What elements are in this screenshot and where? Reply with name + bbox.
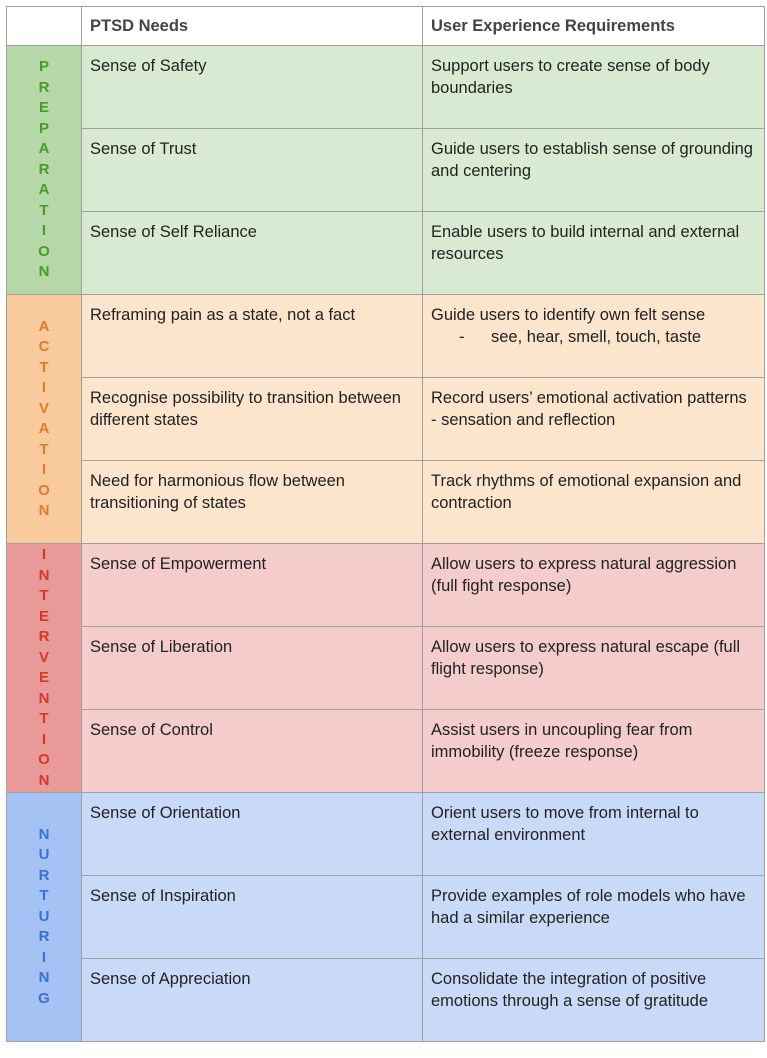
- ux-requirement-text: Guide users to establish sense of grounding and centering: [431, 140, 753, 180]
- phase-letter: T: [39, 587, 49, 604]
- ptsd-need-cell: [82, 295, 423, 378]
- table-row: [7, 46, 765, 129]
- phase-letter: T: [39, 440, 49, 458]
- phase-letter: O: [38, 481, 50, 499]
- ptsd-need-cell: [82, 876, 423, 959]
- phase-letter: C: [38, 338, 50, 355]
- ptsd-need-text: Sense of Inspiration: [90, 887, 236, 905]
- ux-requirement-cell: [423, 129, 765, 212]
- ptsd-need-text: Sense of Self Reliance: [90, 223, 257, 241]
- phase-letter: R: [38, 928, 50, 946]
- phase-letter: T: [39, 887, 49, 905]
- ptsd-need-text: Sense of Appreciation: [90, 970, 251, 988]
- ptsd-need-cell: [82, 627, 423, 710]
- phase-letter: U: [38, 846, 50, 864]
- ux-requirement-cell: [423, 793, 765, 876]
- ux-requirement-text: Orient users to move from internal to external environment: [431, 804, 699, 844]
- ux-requirement-text: Track rhythms of emotional expansion and contraction: [431, 472, 742, 512]
- list-dash: -: [459, 328, 465, 346]
- table-row: [7, 129, 765, 212]
- header-ptsd-needs: PTSD Needs: [82, 7, 423, 46]
- phase-label: [7, 545, 81, 791]
- ux-requirement-text: Consolidate the integration of positive emotions through a sense of gratitude: [431, 970, 709, 1010]
- phase-letter: R: [38, 628, 50, 645]
- phase-letter: P: [38, 58, 49, 76]
- phase-letter: N: [38, 825, 50, 843]
- phase-label-cell: [7, 544, 82, 793]
- phase-letter: A: [38, 181, 50, 199]
- ux-requirement-cell: [423, 959, 765, 1042]
- ptsd-need-text: Sense of Trust: [90, 140, 197, 158]
- phase-letter: R: [38, 866, 50, 884]
- phase-letter: V: [38, 648, 49, 666]
- ptsd-need-cell: [82, 129, 423, 212]
- phase-letter: P: [38, 119, 49, 137]
- ptsd-need-text: Reframing pain as a state, not a fact: [90, 306, 356, 324]
- ux-requirement-subitem: [431, 326, 756, 348]
- phase-letter: N: [38, 771, 50, 789]
- phase-letter: I: [41, 730, 47, 748]
- phase-letter: I: [41, 461, 47, 478]
- phase-letter: I: [41, 379, 47, 396]
- ptsd-need-cell: [82, 46, 423, 129]
- ptsd-need-cell: [82, 959, 423, 1042]
- phase-letter: O: [38, 242, 50, 260]
- phase-letter: A: [38, 140, 50, 158]
- ux-requirement-text: Provide examples of role models who have had a similar experience: [431, 887, 746, 927]
- phase-letter: A: [38, 317, 50, 335]
- ux-requirement-cell: [423, 378, 765, 461]
- ptsd-need-cell: [82, 793, 423, 876]
- header-corner-cell: [7, 7, 82, 46]
- phase-letter: G: [38, 989, 50, 1007]
- table-header-row: [7, 7, 765, 46]
- table-row: [7, 544, 765, 627]
- table-row: [7, 710, 765, 793]
- ptsd-need-cell: [82, 212, 423, 295]
- phase-letter: U: [38, 907, 50, 925]
- ux-requirement-text: Record users’ emotional activation patterns - sensation and reflection: [431, 389, 747, 429]
- ptsd-need-text: Sense of Orientation: [90, 804, 241, 822]
- ptsd-need-cell: [82, 378, 423, 461]
- table-row: [7, 959, 765, 1042]
- ux-requirement-text: Assist users in uncoupling fear from immobility (freeze response): [431, 721, 693, 761]
- ux-requirement-cell: [423, 627, 765, 710]
- phase-label: [7, 57, 81, 283]
- ptsd-need-cell: [82, 461, 423, 544]
- table-row: [7, 876, 765, 959]
- ux-requirement-cell: [423, 710, 765, 793]
- phase-label-cell: [7, 46, 82, 295]
- ptsd-need-text: Sense of Empowerment: [90, 555, 267, 573]
- phase-letter: N: [38, 263, 50, 281]
- phase-letter: T: [39, 201, 49, 219]
- table-row: [7, 295, 765, 378]
- phase-letter: V: [38, 399, 49, 417]
- phase-label: [7, 317, 81, 522]
- ux-requirement-cell: [423, 46, 765, 129]
- phase-letter: T: [39, 358, 49, 376]
- phase-label: [7, 825, 81, 1010]
- ux-requirement-text: Support users to create sense of body boundaries: [431, 57, 710, 97]
- phase-letter: E: [38, 607, 49, 625]
- ux-requirement-text: Allow users to express natural escape (full flight response): [431, 638, 741, 678]
- ptsd-ux-table: [6, 6, 765, 1042]
- ptsd-need-text: Sense of Control: [90, 721, 213, 739]
- phase-letter: I: [41, 222, 47, 240]
- phase-letter: I: [41, 546, 47, 563]
- table-row: [7, 793, 765, 876]
- phase-label-cell: [7, 295, 82, 544]
- ux-requirement-cell: [423, 295, 765, 378]
- phase-letter: N: [38, 969, 50, 987]
- phase-label-cell: [7, 793, 82, 1042]
- ux-requirement-text: Enable users to build internal and external resources: [431, 223, 740, 263]
- ux-requirement-cell: [423, 876, 765, 959]
- ux-requirement-cell: [423, 212, 765, 295]
- phase-letter: T: [39, 710, 49, 727]
- ux-requirement-subitem-text: see, hear, smell, touch, taste: [491, 328, 702, 346]
- phase-letter: I: [41, 948, 47, 966]
- phase-letter: O: [38, 751, 50, 768]
- table-row: [7, 627, 765, 710]
- phase-letter: N: [38, 689, 50, 707]
- ux-requirement-cell: [423, 544, 765, 627]
- phase-letter: E: [38, 99, 49, 117]
- phase-letter: E: [38, 669, 49, 686]
- ux-requirement-cell: [423, 461, 765, 544]
- phase-letter: N: [38, 502, 50, 519]
- ptsd-need-text: Recognise possibility to transition between different states: [90, 389, 401, 429]
- table-row: [7, 212, 765, 295]
- phase-letter: R: [38, 78, 50, 96]
- ptsd-need-text: Sense of Safety: [90, 57, 207, 75]
- ux-requirement-text: Guide users to identify own felt sense: [431, 306, 706, 324]
- table-body: [7, 46, 765, 1042]
- ux-requirement-text: Allow users to express natural aggression (full fight response): [431, 555, 737, 595]
- ptsd-need-cell: [82, 710, 423, 793]
- phase-letter: A: [38, 420, 50, 437]
- phase-letter: N: [38, 566, 50, 584]
- table-row: [7, 461, 765, 544]
- table-row: [7, 378, 765, 461]
- header-ux-requirements: User Experience Requirements: [423, 7, 765, 46]
- phase-letter: R: [38, 160, 50, 178]
- ptsd-need-text: Sense of Liberation: [90, 638, 233, 656]
- ptsd-need-cell: [82, 544, 423, 627]
- ptsd-need-text: Need for harmonious flow between transitioning of states: [90, 472, 345, 512]
